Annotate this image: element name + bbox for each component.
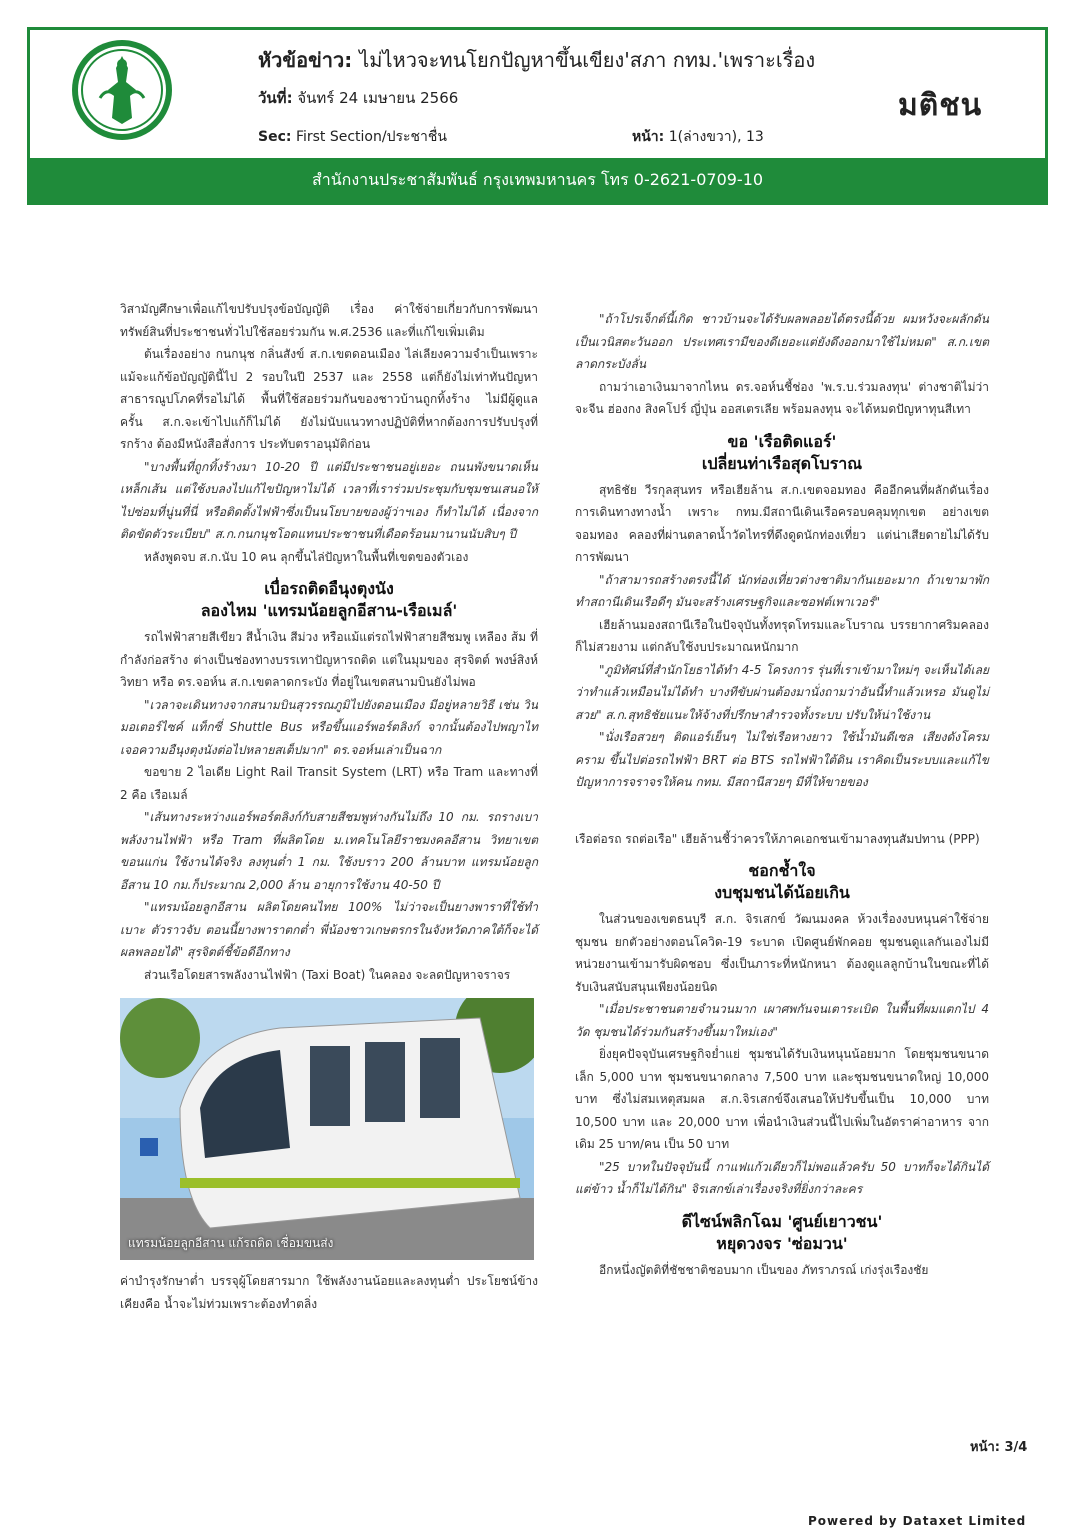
tram-illustration: [120, 998, 534, 1260]
article-right-column: [575, 308, 989, 1281]
page-number-value: 3/4: [1004, 1440, 1028, 1455]
headline-row: [258, 44, 815, 76]
column-gap: [575, 794, 989, 828]
article-paragraph: "บางพื้นที่ถูกทิ้งร้างมา 10-20 ปี แต่มีประชาชนอยู่เยอะ ถนนพังขนาดเห็นเหล็กเส้น แต่ใช้งบลงไปแก้ไขปัญหาไม่ได้ เวลาที่เราร่วมประชุมกับชุมชนเสนอให้ไปซ่อมที่นู่นที่นี่ หรือติดตั้งไฟฟ้าซึ่งเป็นนโยบายของผู้ว่าฯเอง ก็ทำไม่ได้ เนื่องจากติดขัดตัวระเบียบ" ส.ก.กนกนุชโอดแทนประชาชนที่เดือดร้อนมานานนับสิบๆ ปี: [120, 459, 538, 541]
article-paragraph: "นั่งเรือสวยๆ ติดแอร์เย็นๆ ไม่ใช่เรือหางยาว ใช้น้ำมันดีเซล เสียงดังโครมคราม ขึ้นไปต่อรถไฟฟ้า BRT ต่อ BTS รถไฟฟ้าใต้ดิน เราคิดเป็นระบบและแก้ไขปัญหาการจราจรให้คน กทม. มีสถานีสวยๆ มีที่ให้ขายของ: [575, 730, 989, 789]
agency-bar: สำนักงานประชาสัมพันธ์ กรุงเทพมหานคร โทร 0-2621-0709-10: [30, 158, 1045, 202]
subheading: ดีไซน์พลิกโฉม 'ศูนย์เยาวชน' หยุดวงจร 'ซ่อมวน': [681, 1211, 883, 1253]
article-paragraph: สุทธิชัย วีรกุลสุนทร หรือเฮียล้าน ส.ก.เขตจอมทอง คืออีกคนที่ผลักดันเรื่องการเดินทางทางน้ำ เพราะ กทม.มีสถานีเดินเรือครอบคลุมทุกเขต อย่างเขตจอมทอง คลองที่ผ่านตลาดน้ำวัดไทรที่ดึงดูดนักท่องเที่ยว แต่น่าเสียดายไม่ได้รับการพัฒนา: [575, 482, 989, 564]
page-number: [970, 1436, 1027, 1457]
article-paragraph: "ถ้าสามารถสร้างตรงนี้ได้ นักท่องเที่ยวต่างชาติมากันเยอะมาก ถ้าเขามาพัก ทำสถานีเดินเรือดีๆ มันจะสร้างเศรษฐกิจและซอฟต์เพาเวอร์": [575, 572, 989, 609]
article-paragraph: "เวลาจะเดินทางจากสนามบินสุวรรณภูมิไปยังดอนเมือง มีอยู่หลายวิธี เช่น วินมอเตอร์ไซค์ แท็กซี่ Shuttle Bus หรือขึ้นแอร์พอร์ตลิงก์ จากนั้นต้องไปพญาไท เจอความอืนุงตุงนังต่อไปหลายสเต็ปมาก" ดร.จอห์นเล่าเป็นฉาก: [120, 697, 538, 757]
publication-logo: มติชน: [898, 88, 983, 123]
article-paragraph: อีกหนึ่งญัตติที่ชัชชาติชอบมาก เป็นของ ภัทราภรณ์ เก่งรุ่งเรืองชัย: [599, 1262, 929, 1277]
article-paragraph: ส่วนเรือโดยสารพลังงานไฟฟ้า (Taxi Boat) ในคลอง จะลดปัญหาจราจร: [144, 967, 511, 982]
article-paragraph: รถไฟฟ้าสายสีเขียว สีน้ำเงิน สีม่วง หรือแม้แต่รถไฟฟ้าสายสีชมพู เหลือง ส้ม ที่กำลังก่อสร้าง ต่างเป็นช่องทางบรรเทาปัญหารถติด แต่ในมุมของ สุรจิตต์ พงษ์สิงห์วิทยา หรือ ดร.จอห์น ส.ก.เขตลาดกระบัง ที่อยู่ในเขตสนามบินยังไม่พอ: [120, 630, 538, 689]
date-row: [258, 86, 458, 110]
article-paragraph: "แทรมน้อยลูกอีสาน ผลิตโดยคนไทย 100% ไม่ว่าจะเป็นยางพาราที่ใช้ทำเบาะ ตัวราวจับ ตอนนี้ยางพาราตกต่ำ พี่น้องชาวเกษตรกรในจังหวัดภาคใต้ก็จะได้ผลพลอยได้" สุรจิตต์ชี้ข้อดีอีกทาง: [120, 900, 538, 959]
headline-text: ไม่ไหวจะทนโยกปัญหาขึ้นเขียง'สภา กทม.'เพราะเรื่อง: [359, 48, 816, 72]
page-text: 1(ล่างขวา), 13: [668, 129, 764, 145]
article-paragraph: ในส่วนของเขตธนบุรี ส.ก. จิรเสกข์ วัฒนมงคล ห้วงเรื่องงบหนุนค่าใช้จ่ายชุมชน ยกตัวอย่างตอนโควิด-19 ระบาด เปิดศูนย์พักคอย ชุมชนดูแลกันเองไม่มีหน่วยงานเข้ามารับผิดชอบ ซึ่งเป็นภาระที่หนักหนา ต้องดูแลลูกบ้านในขณะที่ได้รับเงินสนับสนุนเพียงน้อยนิด: [575, 912, 989, 994]
article-paragraph: ขอขาย 2 ไอเดีย Light Rail Transit System (LRT) หรือ Tram และทางที่ 2 คือ เรือเมล์: [120, 765, 538, 802]
article-paragraph: วิสามัญศึกษาเพื่อแก้ไขปรับปรุงข้อบัญญัติ เรื่อง ค่าใช้จ่ายเกี่ยวกับการพัฒนาทรัพย์สินที่ประชาชนทั่วไปใช้สอยร่วมกัน พ.ศ.2536 และที่แก้ไขเพิ่มเติม: [120, 302, 538, 339]
tram-photo: [120, 998, 534, 1260]
section-text: First Section/ประชาชื่น: [295, 129, 447, 145]
date-label: วันที่:: [258, 89, 293, 107]
article-paragraph: ค่าบำรุงรักษาต่ำ บรรจุผู้โดยสารมาก ใช้พลังงานน้อยและลงทุนต่ำ ประโยชน์ข้างเคียงคือ น้ำจะไม่ท่วมเพราะต้องทำตลิ่ง: [120, 1274, 538, 1311]
article-paragraph: "ถ้าโปรเจ็กต์นี้เกิด ชาวบ้านจะได้รับผลพลอยได้ตรงนี้ด้วย ผมหวังจะผลักดันเป็นเวนิสตะวันออก ประเทศเรามีของดีเยอะแต่ยังดึงออกมาใช้ไม่หมด" ส.ก.เขตลาดกระบังลั่น: [575, 312, 989, 371]
article-paragraph: "25 บาทในปัจจุบันนี้ กาแฟแก้วเดียวก็ไม่พอแล้วครับ 50 บาทก็จะได้กินได้แต่ข้าว น้ำก็ไม่ได้กิน" จิรเสกข์เล่าเรื่องจริงที่ยิ่งกว่าละคร: [575, 1159, 989, 1196]
subheading: ชอกช้ำใจ งบชุมชนได้น้อยเกิน: [714, 861, 850, 902]
bma-seal-icon: [70, 38, 174, 142]
subheading: ขอ 'เรือติดแอร์' เปลี่ยนท่าเรือสุดโบราณ: [701, 431, 863, 473]
section-row: [258, 126, 447, 148]
article-paragraph: เฮียล้านมองสถานีเรือในปัจจุบันทั้งทรุดโทรมและโบราณ บรรยากาศริมคลองก็ไม่สวยงาม แต่กลับใช้งบประมาณหนักมาก: [575, 617, 989, 654]
page-label: หน้า:: [632, 129, 665, 145]
article-paragraph: เรือต่อรถ รถต่อเรือ" เฮียล้านชี้ว่าควรให้ภาคเอกชนเข้ามาลงทุนสัมปทาน (PPP): [575, 831, 980, 846]
section-label: Sec:: [258, 129, 292, 145]
article-paragraph: "เส้นทางระหว่างแอร์พอร์ตลิงก์กับสายสีชมพูห่างกันไม่ถึง 10 กม. รถรางเบาพลังงานไฟฟ้า หรือ Tram ที่ผลิตโดย ม.เทคโนโลยีราชมงคลอีสาน วิทยาเขตขอนแก่น ใช้งานได้จริง ลงทุนต่ำ 1 กม. ใช้งบราว 200 ล้านบาท แทรมน้อยลูกอีสาน 10 กม.ก็ประมาณ 2,000 ล้าน อายุการใช้งาน 40-50 ปี: [120, 810, 538, 892]
clipping-header: [27, 27, 1048, 205]
page-number-label: หน้า:: [970, 1440, 1000, 1455]
article-paragraph: "ภูมิทัศน์ที่สำนักโยธาได้ทำ 4-5 โครงการ รุ่นที่เราเข้ามาใหม่ๆ จะเห็นได้เลยว่าทำแล้วเหมือนไม่ได้ทำ บางทีขับผ่านต้องมานั่งถามว่าอันนี้ทำแล้วเหรอ มันดูไม่สวย" ส.ก.สุทธิชัยแนะให้จ้างที่ปรึกษาสำรวจทั้งระบบ ปรับให้น่าใช้งาน: [575, 662, 989, 722]
article-paragraph: ต้นเรื่องอย่าง กนกนุช กลิ่นสังข์ ส.ก.เขตดอนเมือง ไล่เลียงความจำเป็นเพราะแม้จะแก้ข้อบัญญัตินี้ไป 2 รอบในปี 2537 และ 2558 แต่ก็ยังไม่เท่าทันปัญหาสาธารณูปโภคที่รอไม่ได้ พื้นที่ใช้สอยร่วมกันของชาวบ้านถูกทิ้งร้าง ไม่มีผู้ดูแล ครั้น ส.ก.จะเข้าไปแก้ก็ไม่ได้ ยังไม่นับแนวทางปฏิบัติที่หากต้องการปรับปรุงที่รกร้าง ต้องมีหนังสือสั่งการ ประทับตราอนุมัติก่อน: [120, 347, 538, 451]
powered-by: Powered by Dataxet Limited: [808, 1514, 1027, 1528]
subheading: เบื่อรถติดอืนุงตุงนัง ลองไหม 'แทรมน้อยลูกอีสาน-เรือเมล์': [200, 579, 458, 620]
article-left-column: [120, 298, 538, 1315]
article-paragraph: ยิ่งยุคปัจจุบันเศรษฐกิจย่ำแย่ ชุมชนได้รับเงินหนุนน้อยมาก โดยชุมชนขนาดเล็ก 5,000 บาท ชุมชนขนาดกลาง 7,500 บาท และชุมชนขนาดใหญ่ 10,000 บาท ซึ่งไม่สมเหตุสมผล ส.ก.จิรเสกข์จึงเสนอให้ปรับขึ้นเป็น 10,000 บาท 10,500 บาท และ 20,000 บาท เพื่อนำเงินส่วนนี้ไปเพิ่มในอัตราค่าอาหาร จากเดิม 25 บาท/คน เป็น 50 บาท: [575, 1047, 989, 1151]
article-paragraph: "เมื่อประชาชนตายจำนวนมาก เผาศพกันจนเตาระเบิด ในพื้นที่ผมแตกไป 4 วัด ชุมชนได้ร่วมกันสร้างขึ้นมาใหม่เอง": [575, 1002, 989, 1039]
article-paragraph: ถามว่าเอาเงินมาจากไหน ดร.จอห์นชี้ช่อง 'พ.ร.บ.ร่วมลงทุน' ต่างชาติไม่ว่าจะจีน ฮ่องกง สิงคโปร์ ญี่ปุ่น ออสเตรเลีย พร้อมลงทุน จะได้หมดปัญหาทุนสีเทา: [575, 379, 989, 416]
article-paragraph: หลังพูดจบ ส.ก.นับ 10 คน ลุกขึ้นไล่ปัญหาในพื้นที่เขตของตัวเอง: [144, 549, 469, 564]
headline-label: หัวข้อข่าว:: [258, 48, 353, 72]
photo-caption: แทรมน้อยลูกอีสาน แก้รถติด เชื่อมขนส่ง: [128, 1235, 334, 1250]
page-row: [632, 126, 764, 148]
date-text: จันทร์ 24 เมษายน 2566: [297, 89, 459, 107]
